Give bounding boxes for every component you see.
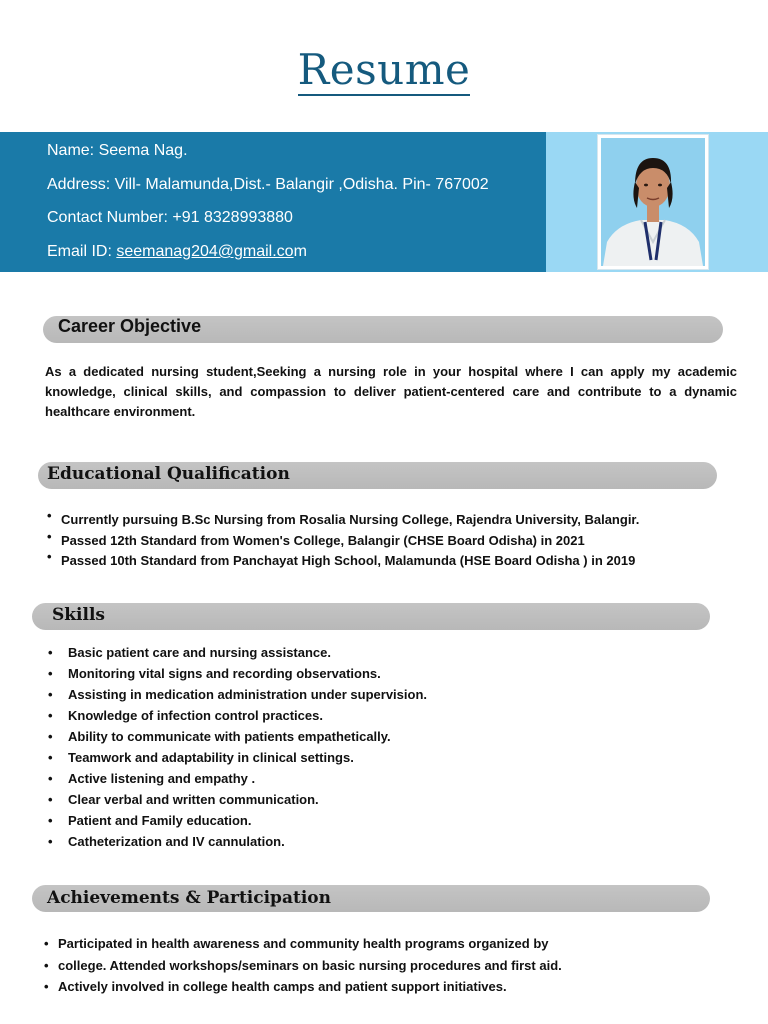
email-label: Email ID: (47, 243, 117, 260)
skills-item (48, 789, 427, 810)
skills-item (48, 747, 427, 768)
contact-email (47, 243, 307, 261)
achievements-item (44, 955, 562, 977)
skills-item (48, 663, 427, 684)
education-list (47, 510, 639, 572)
skills-item (48, 768, 427, 789)
bullet-icon: • (48, 687, 53, 702)
skills-item (48, 642, 427, 663)
bullet-icon: • (44, 936, 49, 951)
education-item-text: Currently pursuing B.Sc Nursing from Rosalia Nursing College, Rajendra University, Balangir. (61, 512, 640, 527)
achievements-item-text: college. Attended workshops/seminars on basic nursing procedures and first aid. (58, 957, 562, 973)
email-tail: m (293, 243, 307, 260)
skills-item-text: Patient and Family education. (68, 813, 252, 828)
bullet-icon: • (48, 666, 53, 681)
education-item (47, 551, 639, 572)
skills-item-text: Ability to communicate with patients empathetically. (68, 729, 391, 744)
skills-item-text: Assisting in medication administration under supervision. (68, 687, 428, 702)
education-item (47, 528, 639, 552)
career-objective-text: As a dedicated nursing student,Seeking a nursing role in your hospital where I can apply my academic knowledge, clinical skills, and compassion to deliver patient-centered care and contribute to a dynamic healthcare environment. (45, 364, 737, 419)
skills-item (48, 726, 427, 747)
bullet-icon: • (48, 813, 53, 828)
skills-item (48, 684, 427, 705)
bullet-icon: • (44, 979, 49, 994)
profile-photo (598, 135, 708, 269)
contact-phone: Contact Number: +91 8328993880 (47, 209, 293, 226)
achievements-item-text: Actively involved in college health camps and patient support initiatives. (58, 979, 507, 994)
skills-item (48, 705, 427, 726)
education-heading: Educational Qualification (47, 464, 290, 484)
contact-address: Address: Vill- Malamunda,Dist.- Balangir ,Odisha. Pin- 767002 (47, 176, 489, 193)
bullet-icon: • (44, 957, 49, 973)
skills-item-text: Teamwork and adaptability in clinical settings. (68, 750, 354, 765)
bullet-icon: • (48, 750, 53, 765)
skills-item (48, 831, 427, 852)
resume-title: Resume (297, 45, 471, 94)
bullet-icon: • (47, 549, 52, 564)
skills-item-text: Catheterization and IV cannulation. (68, 834, 285, 849)
skills-item-text: Basic patient care and nursing assistance. (68, 645, 331, 660)
education-item (47, 510, 639, 531)
skills-bar (32, 603, 710, 630)
education-item-text: Passed 10th Standard from Panchayat High School, Malamunda (HSE Board Odisha ) in 2019 (61, 553, 636, 568)
bullet-icon: • (48, 771, 53, 786)
bullet-icon: • (47, 508, 52, 523)
skills-item (48, 810, 427, 831)
skills-item-text: Knowledge of infection control practices. (68, 708, 323, 723)
skills-item-text: Clear verbal and written communication. (68, 792, 319, 807)
education-item-text: Passed 12th Standard from Women's College, Balangir (CHSE Board Odisha) in 2021 (61, 532, 585, 548)
bullet-icon: • (48, 792, 53, 807)
skills-item-text: Monitoring vital signs and recording observations. (68, 666, 381, 681)
profile-photo-image (601, 138, 705, 266)
bullet-icon: • (47, 528, 52, 544)
achievements-item-text: Participated in health awareness and community health programs organized by (58, 936, 549, 951)
bullet-icon: • (48, 729, 53, 744)
email-link[interactable]: seemanag204@gmail.co (116, 243, 294, 260)
bullet-icon: • (48, 645, 53, 660)
achievements-item (44, 976, 562, 998)
achievements-list (44, 933, 562, 998)
skills-heading: Skills (52, 605, 106, 625)
career-objective-heading: Career Objective (58, 316, 202, 336)
skills-list (48, 642, 427, 852)
achievements-item (44, 933, 562, 955)
contact-name: Name: Seema Nag. (47, 142, 188, 159)
achievements-heading: Achievements & Participation (47, 888, 331, 908)
bullet-icon: • (48, 834, 53, 849)
bullet-icon: • (48, 708, 53, 723)
skills-item-text: Active listening and empathy . (68, 771, 256, 786)
